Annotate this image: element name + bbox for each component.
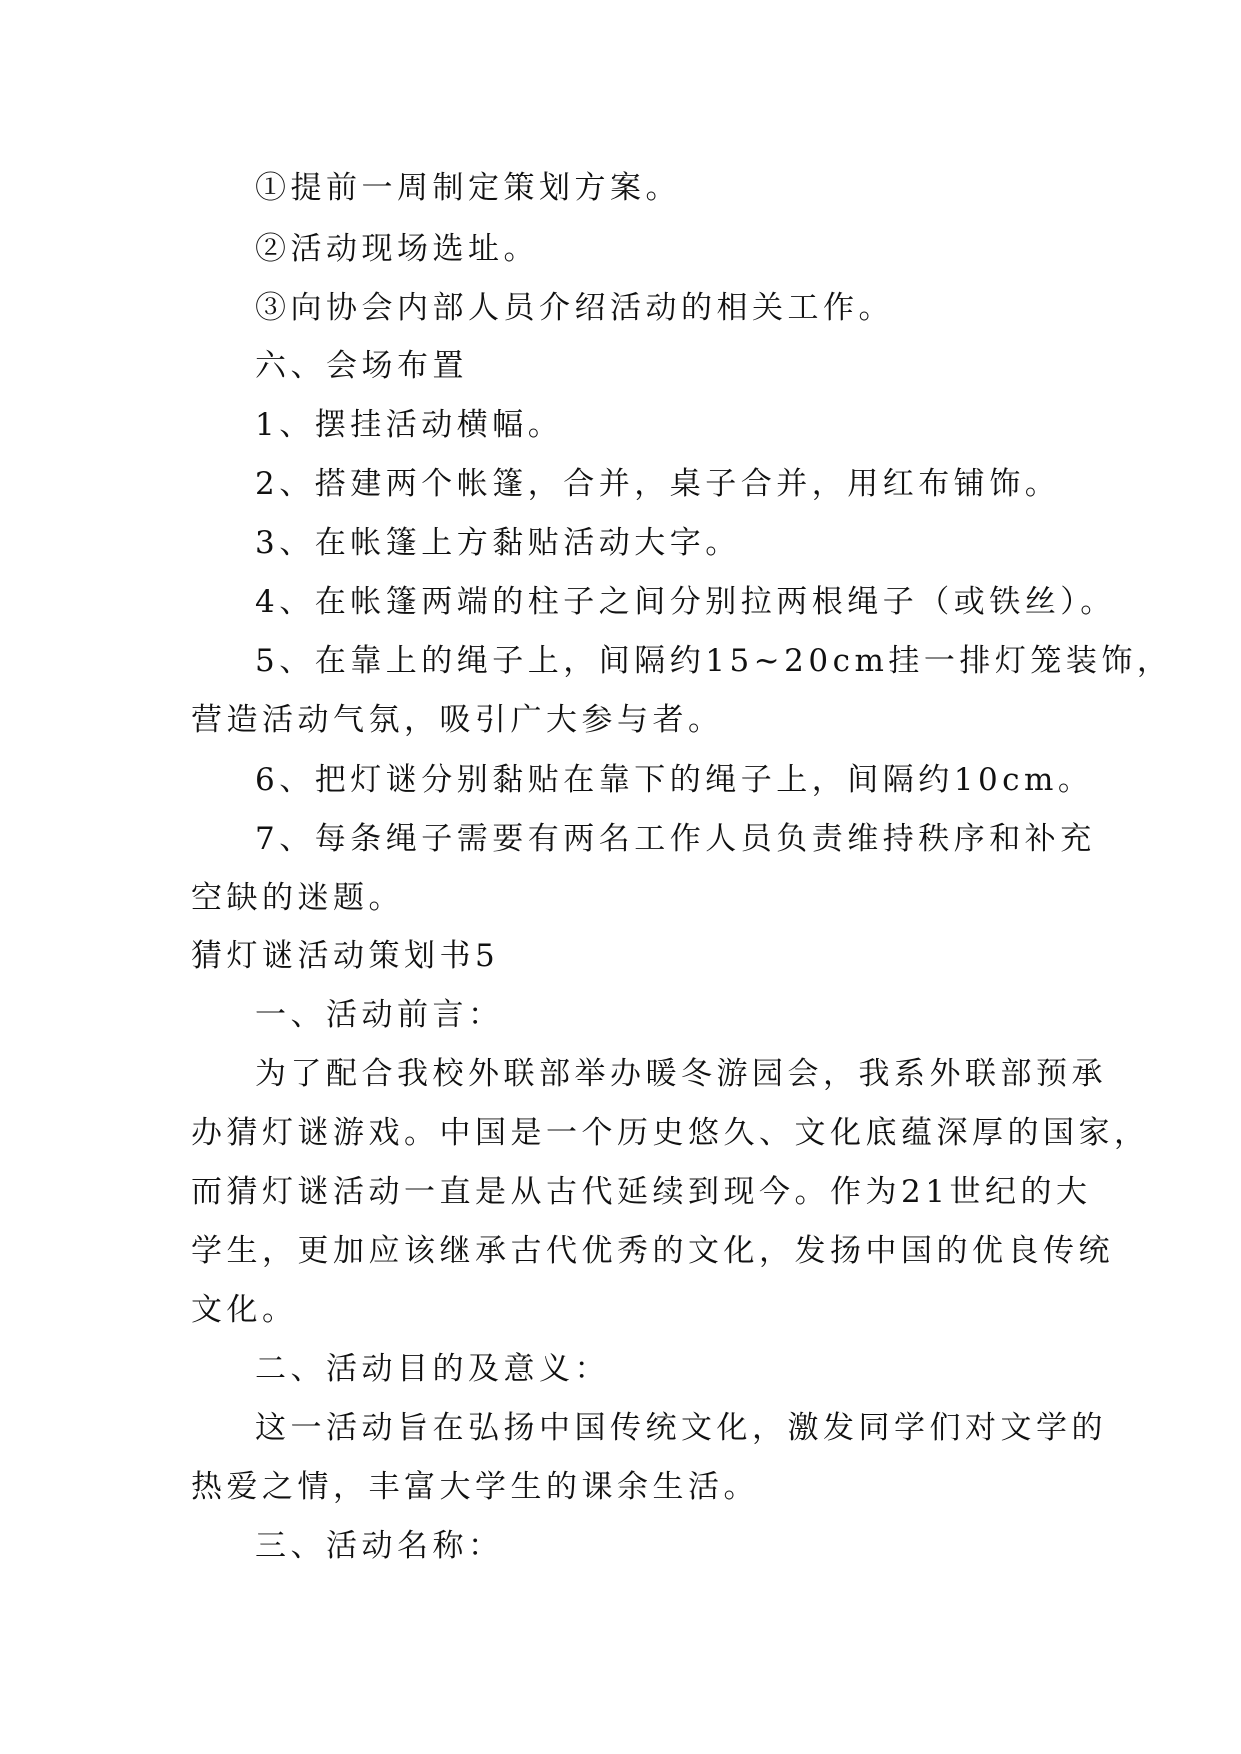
venue-item-5: 5、在靠上的绳子上，间隔约15~20cm挂一排灯笼装饰， xyxy=(255,643,1173,679)
document-title: 猜灯谜活动策划书5 xyxy=(191,938,500,974)
step-item-2: ②活动现场选址。 xyxy=(255,231,539,267)
section-heading-purpose: 二、活动目的及意义： xyxy=(255,1351,610,1387)
step-item-1: ①提前一周制定策划方案。 xyxy=(255,170,681,206)
venue-item-4: 4、在帐篷两端的柱子之间分别拉两根绳子（或铁丝）。 xyxy=(255,584,1116,620)
venue-item-2: 2、搭建两个帐篷，合并，桌子合并，用红布铺饰。 xyxy=(255,466,1061,502)
venue-item-3: 3、在帐篷上方黏贴活动大字。 xyxy=(255,525,741,561)
preface-paragraph-line-2: 办猜灯谜游戏。中国是一个历史悠久、文化底蕴深厚的国家， xyxy=(191,1115,1150,1151)
preface-paragraph-line-5: 文化。 xyxy=(191,1292,298,1328)
venue-item-5-cont: 营造活动气氛，吸引广大参与者。 xyxy=(191,702,724,738)
section-heading-name: 三、活动名称： xyxy=(255,1528,504,1564)
venue-item-7-cont: 空缺的迷题。 xyxy=(191,880,404,916)
venue-item-6: 6、把灯谜分别黏贴在靠下的绳子上，间隔约10cm。 xyxy=(255,762,1094,798)
venue-item-7: 7、每条绳子需要有两名工作人员负责维持秩序和补充 xyxy=(255,821,1096,857)
preface-paragraph-line-3: 而猜灯谜活动一直是从古代延续到现今。作为21世纪的大 xyxy=(191,1174,1092,1210)
step-item-3: ③向协会内部人员介绍活动的相关工作。 xyxy=(255,290,894,326)
purpose-paragraph-line-1: 这一活动旨在弘扬中国传统文化，激发同学们对文学的 xyxy=(255,1410,1107,1446)
purpose-paragraph-line-2: 热爱之情，丰富大学生的课余生活。 xyxy=(191,1469,759,1505)
venue-item-1: 1、摆挂活动横幅。 xyxy=(255,407,564,443)
preface-paragraph-line-4: 学生，更加应该继承古代优秀的文化，发扬中国的优良传统 xyxy=(191,1233,1114,1269)
section-heading-venue: 六、会场布置 xyxy=(255,348,468,384)
preface-paragraph-line-1: 为了配合我校外联部举办暖冬游园会，我系外联部预承 xyxy=(255,1056,1107,1092)
section-heading-preface: 一、活动前言： xyxy=(255,997,504,1033)
